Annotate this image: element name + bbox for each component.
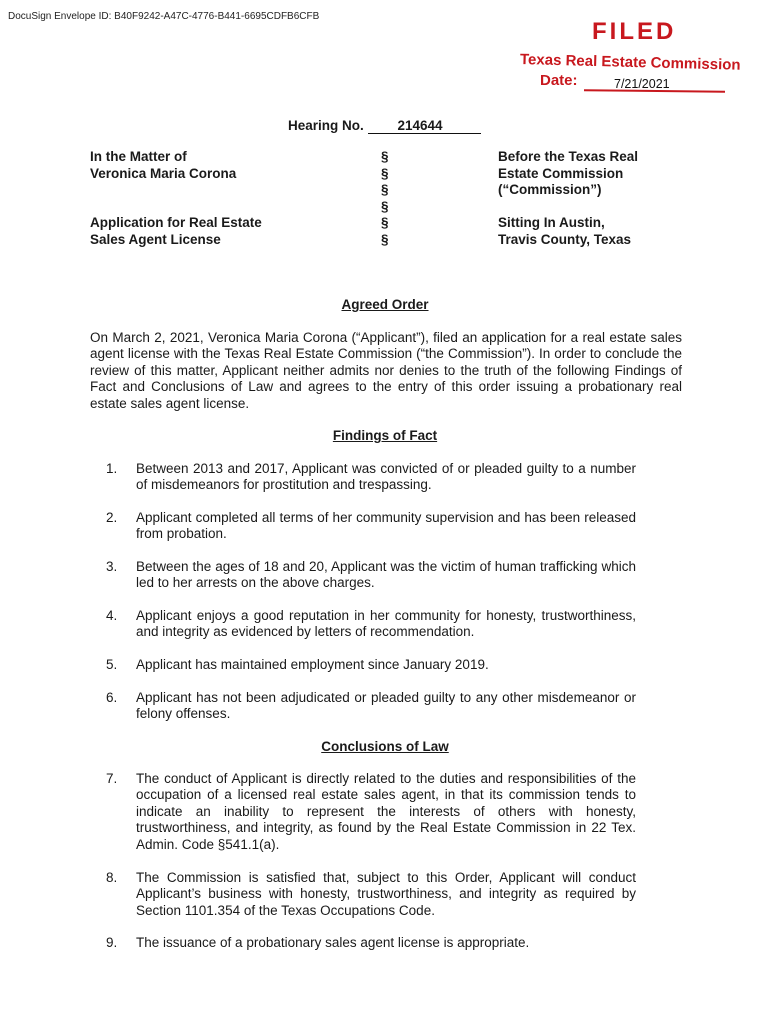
item-text: The Commission is satisfied that, subject to this Order, Applicant will conduct Applicant’s business with honesty, trustworthiness, and integrity as required by Section 1101.354 of the Texas Occupations Code. [136, 870, 636, 918]
caption-line: Before the Texas Real [498, 149, 639, 164]
hearing-number [288, 118, 481, 134]
item-number: 1. [106, 461, 118, 476]
filed-stamp-agency: Texas Real Estate Commission [519, 51, 741, 74]
item-text: Applicant has not been adjudicated or pleaded guilty to any other misdemeanor or felony offenses. [136, 690, 636, 722]
section-mark: § [381, 165, 389, 181]
caption-application [90, 215, 262, 248]
item-text: Applicant enjoys a good reputation in her community for honesty, trustworthiness, and integrity as evidenced by letters of recommendation. [136, 608, 636, 640]
hearing-number-value: 214644 [368, 119, 481, 134]
item-number: 2. [106, 510, 118, 525]
item-text: The conduct of Applicant is directly related to the duties and responsibilities of the occupation of a licensed real estate sales agent, in that its commission tends to indicate an inability to represent the interests of others with honesty, trustworthiness, and integrity, as found by the Real Estate Commission in 22 Tex. Admin. Code §541.1(a). [136, 771, 636, 852]
section-mark: § [381, 149, 389, 164]
filed-date-value: 7/21/2021 [614, 77, 670, 91]
caption-line: Veronica Maria Corona [90, 165, 237, 181]
caption-sitting [498, 215, 631, 248]
agreed-order-title: Agreed Order [341, 297, 429, 312]
caption-before [498, 149, 638, 199]
caption-line: Sales Agent License [90, 231, 221, 247]
item-number: 6. [106, 690, 118, 705]
section-mark: § [381, 231, 389, 247]
conclusion-item [106, 935, 636, 951]
caption-line: Travis County, Texas [498, 231, 632, 247]
section-mark: § [381, 215, 389, 230]
item-text: Between 2013 and 2017, Applicant was convicted of or pleaded guilty to a number of misdemeanors for prostitution and trespassing. [136, 461, 636, 493]
item-number: 7. [106, 771, 118, 786]
item-number: 4. [106, 608, 118, 623]
docusign-envelope-id: DocuSign Envelope ID: B40F9242-A47C-4776-B441-6695CDFB6CFB [8, 11, 320, 22]
conclusion-item [106, 771, 636, 853]
caption-matter [90, 149, 236, 182]
caption-section-marks [381, 149, 389, 248]
section-mark: § [381, 198, 389, 214]
caption-line: In the Matter of [90, 149, 187, 164]
hearing-label: Hearing No. [288, 118, 368, 133]
finding-item [106, 608, 636, 641]
agreed-order-intro: On March 2, 2021, Veronica Maria Corona (“Applicant”), filed an application for a real estate sales agent license with the Texas Real Estate Commission (“the Commission”). In order to conclude the review of this matter, Applicant neither admits nor denies to the truth of the following Findings of Fact and Conclusions of Law and agrees to the entry of this order issuing a probationary real estate sales agent license. [90, 330, 682, 411]
item-text: Between the ages of 18 and 20, Applicant was the victim of human trafficking which led to her arrests on the above charges. [136, 559, 636, 591]
finding-item [106, 461, 636, 494]
item-text: Applicant completed all terms of her community supervision and has been released from probation. [136, 510, 636, 542]
finding-item [106, 510, 636, 543]
finding-item [106, 690, 636, 723]
findings-title: Findings of Fact [332, 428, 438, 443]
filed-stamp-date-label: Date: [540, 72, 578, 89]
item-number: 9. [106, 935, 118, 950]
section-mark: § [381, 182, 389, 197]
caption-line: (“Commission”) [498, 182, 602, 197]
caption-line: Estate Commission [498, 165, 624, 181]
filed-stamp-title: FILED [592, 18, 677, 45]
item-text: Applicant has maintained employment since January 2019. [136, 657, 489, 672]
caption-line: Sitting In Austin, [498, 215, 605, 230]
finding-item [106, 559, 636, 592]
item-number: 5. [106, 657, 118, 672]
caption-line: Application for Real Estate [90, 215, 262, 230]
item-number: 3. [106, 559, 118, 574]
item-text: The issuance of a probationary sales agent license is appropriate. [136, 935, 530, 950]
conclusion-item [106, 870, 636, 919]
finding-item [106, 657, 636, 673]
conclusions-title: Conclusions of Law [321, 739, 449, 754]
item-number: 8. [106, 870, 118, 885]
